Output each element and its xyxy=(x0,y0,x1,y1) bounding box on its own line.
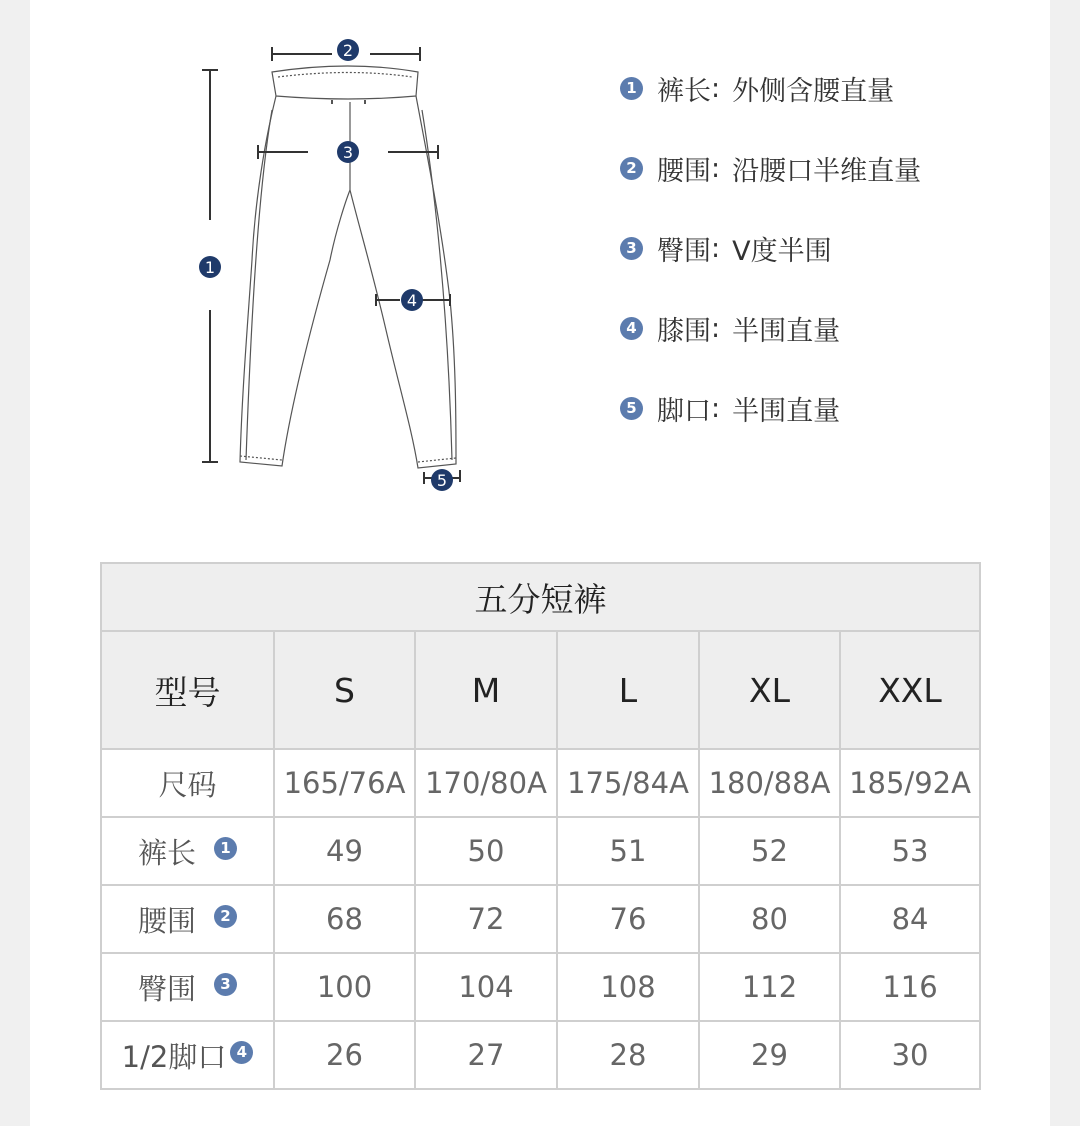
table-cell: 53 xyxy=(840,817,980,885)
table-cell: 84 xyxy=(840,885,980,953)
number-badge-icon: 4 xyxy=(620,317,643,340)
table-row xyxy=(101,817,980,885)
marker-number: 3 xyxy=(342,143,354,162)
legend-separator: : xyxy=(711,152,721,184)
number-badge-icon: 3 xyxy=(620,237,643,260)
table-cell: 51 xyxy=(557,817,699,885)
row-label xyxy=(101,749,274,817)
table-cell: 100 xyxy=(274,953,415,1021)
measure-lines xyxy=(202,47,460,484)
table-cell: 116 xyxy=(840,953,980,1021)
number-badge-icon: 2 xyxy=(214,905,237,928)
table-cell: 26 xyxy=(274,1021,415,1089)
table-cell: 30 xyxy=(840,1021,980,1089)
size-header: M xyxy=(415,631,557,749)
table-header-row xyxy=(101,631,980,749)
marker-number: 4 xyxy=(406,291,418,310)
row-label xyxy=(101,1021,274,1089)
size-header: XXL xyxy=(840,631,980,749)
row-label-text: 臀围 xyxy=(137,971,196,1006)
row-label xyxy=(101,817,274,885)
legend-name: 裤长 xyxy=(657,75,711,107)
table-cell: 68 xyxy=(274,885,415,953)
legend-name: 膝围 xyxy=(657,315,711,347)
legend-item-hem xyxy=(620,388,921,428)
marker-number: 2 xyxy=(342,41,354,60)
marker-number: 1 xyxy=(204,258,216,277)
table-title: 五分短裤 xyxy=(101,563,980,631)
number-badge-icon: 1 xyxy=(620,77,643,100)
table-cell: 29 xyxy=(699,1021,840,1089)
size-header: XL xyxy=(699,631,840,749)
table-cell: 72 xyxy=(415,885,557,953)
row-label xyxy=(101,885,274,953)
pants-outline xyxy=(240,66,456,468)
row-label-text: 裤长 xyxy=(137,835,196,870)
measurement-legend xyxy=(620,68,921,468)
table-cell: 50 xyxy=(415,817,557,885)
legend-name: 脚口 xyxy=(657,395,711,427)
legend-name: 臀围 xyxy=(657,235,711,267)
pants-diagram xyxy=(160,30,480,500)
legend-item-hip xyxy=(620,228,921,268)
table-row xyxy=(101,1021,980,1089)
table-cell: 108 xyxy=(557,953,699,1021)
size-header: S xyxy=(274,631,415,749)
number-badge-icon: 5 xyxy=(620,397,643,420)
legend-item-waist xyxy=(620,148,921,188)
legend-desc: 沿腰口半维直量 xyxy=(732,155,922,187)
legend-separator: : xyxy=(711,72,721,104)
legend-item-length xyxy=(620,68,921,108)
row-label-text: 1/2脚口 xyxy=(121,1039,227,1074)
marker-number: 5 xyxy=(436,471,448,490)
table-row xyxy=(101,953,980,1021)
table-cell: 165/76A xyxy=(274,749,415,817)
size-guide-page xyxy=(30,0,1050,1126)
number-badge-icon: 1 xyxy=(214,837,237,860)
legend-separator: : xyxy=(711,232,721,264)
table-cell: 185/92A xyxy=(840,749,980,817)
diagram-markers xyxy=(199,39,453,491)
table-cell: 175/84A xyxy=(557,749,699,817)
table-cell: 27 xyxy=(415,1021,557,1089)
table-cell: 180/88A xyxy=(699,749,840,817)
number-badge-icon: 3 xyxy=(214,973,237,996)
header-label: 型号 xyxy=(101,631,274,749)
table-row xyxy=(101,885,980,953)
legend-name: 腰围 xyxy=(657,155,711,187)
size-table xyxy=(100,562,981,1090)
table-cell: 170/80A xyxy=(415,749,557,817)
legend-separator: : xyxy=(711,312,721,344)
table-row xyxy=(101,749,980,817)
table-cell: 80 xyxy=(699,885,840,953)
row-label-text: 尺码 xyxy=(158,767,217,802)
legend-item-knee xyxy=(620,308,921,348)
legend-desc: 半围直量 xyxy=(732,395,841,427)
table-cell: 28 xyxy=(557,1021,699,1089)
table-cell: 52 xyxy=(699,817,840,885)
legend-separator: : xyxy=(711,392,721,424)
legend-desc: 外侧含腰直量 xyxy=(732,75,895,107)
row-label xyxy=(101,953,274,1021)
legend-desc: V度半围 xyxy=(732,235,832,267)
number-badge-icon: 2 xyxy=(620,157,643,180)
table-cell: 76 xyxy=(557,885,699,953)
table-cell: 49 xyxy=(274,817,415,885)
legend-desc: 半围直量 xyxy=(732,315,841,347)
row-label-text: 腰围 xyxy=(137,903,196,938)
number-badge-icon: 4 xyxy=(230,1041,253,1064)
table-cell: 112 xyxy=(699,953,840,1021)
size-header: L xyxy=(557,631,699,749)
table-cell: 104 xyxy=(415,953,557,1021)
